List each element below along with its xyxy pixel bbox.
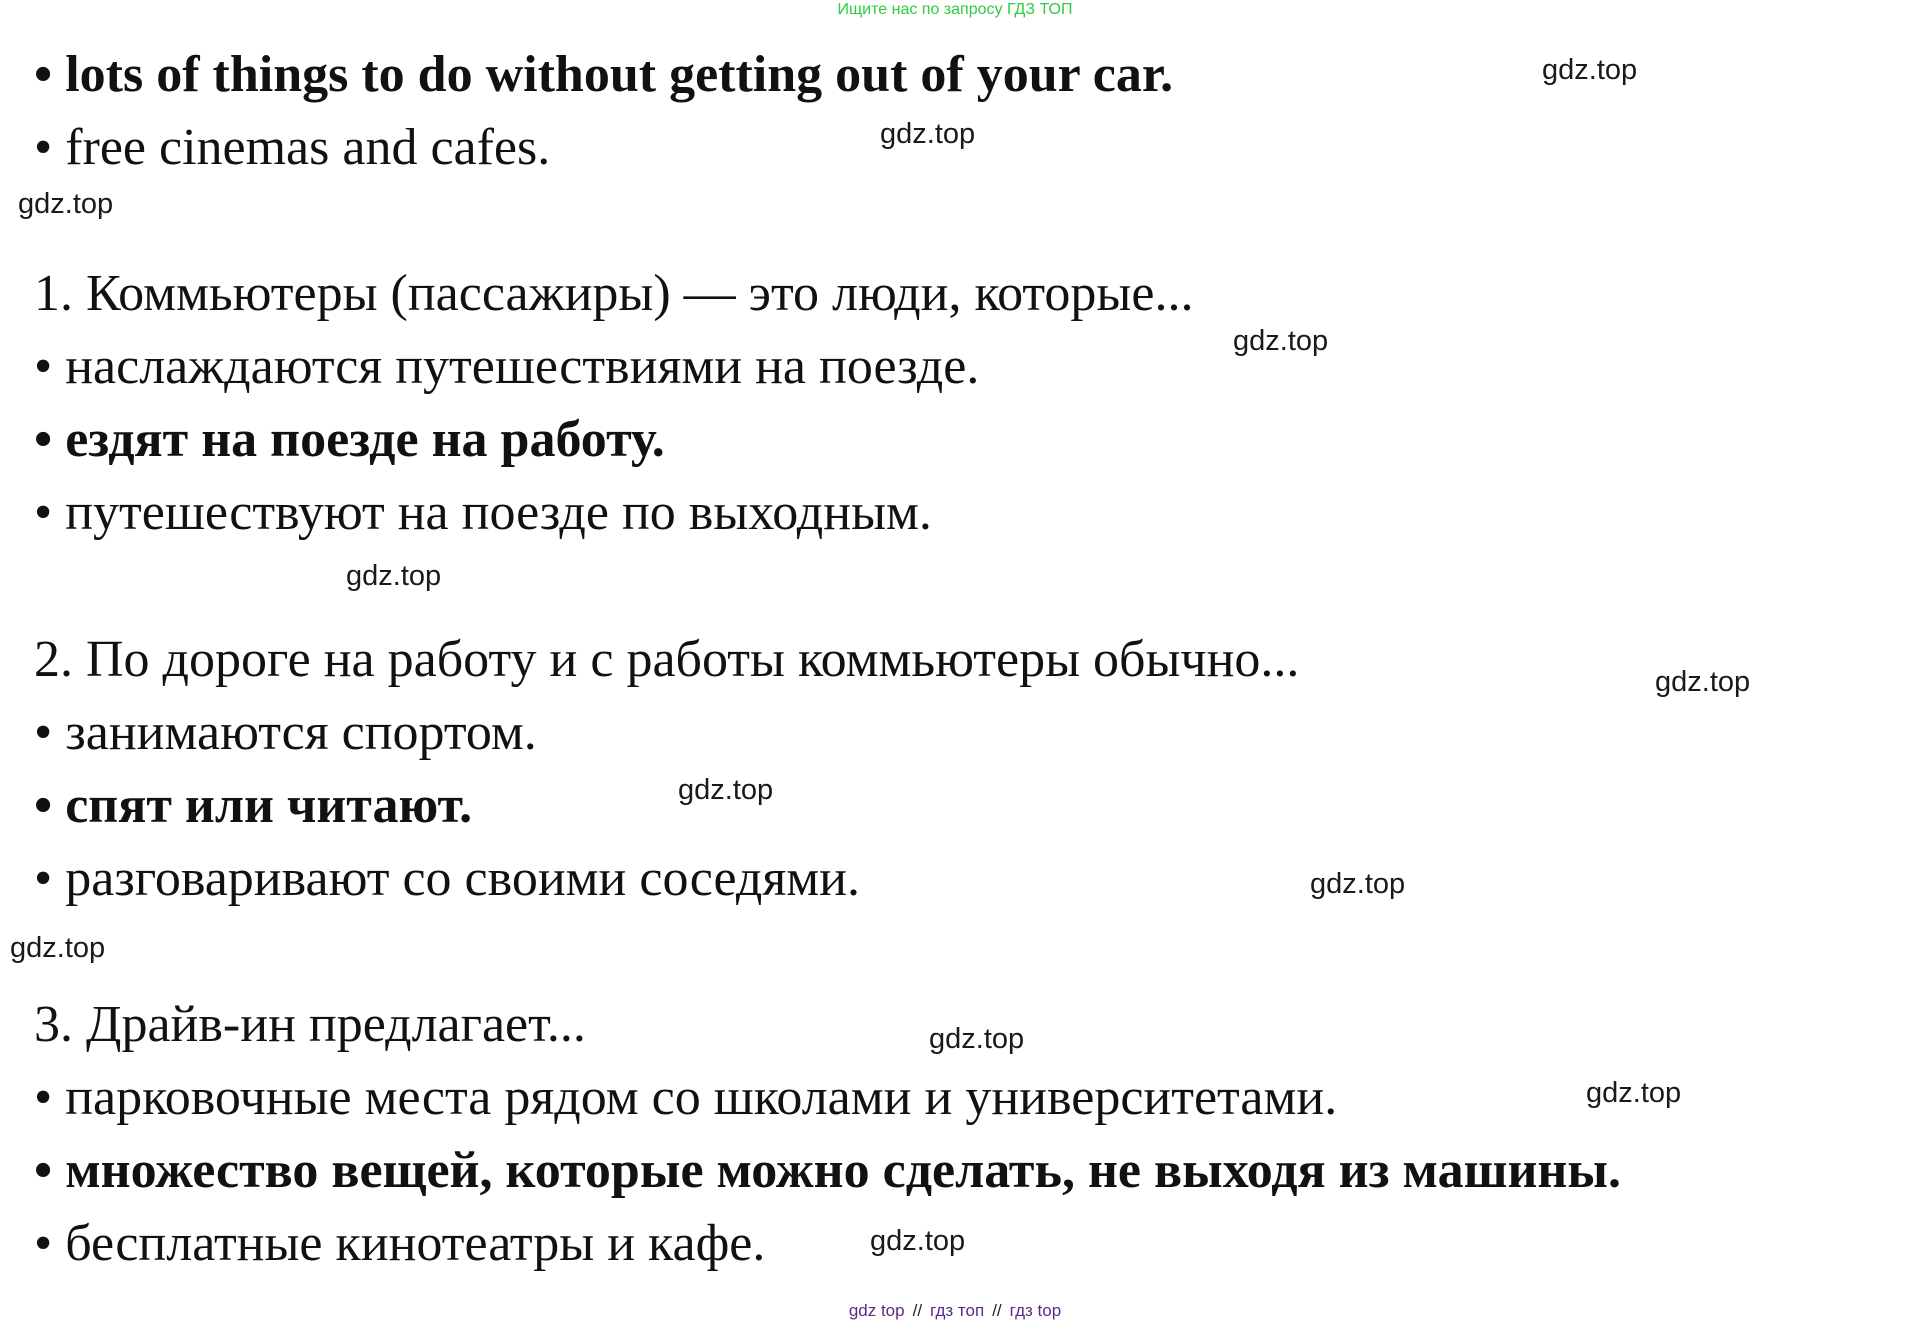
footer-link-gdz-top[interactable]: gdz top (848, 1301, 905, 1320)
top-banner: Ищите нас по запросу ГДЗ ТОП (837, 1, 1073, 18)
footer-link-gdz-top-ru[interactable]: гдз топ (930, 1301, 985, 1320)
question-3: 3. Драйв-ин предлагает... (34, 996, 586, 1053)
answer-3b: • множество вещей, которые можно сделать, не выходя из машины. (34, 1142, 1621, 1199)
option-1a: • наслаждаются путешествиями на поезде. (34, 338, 980, 395)
watermark: gdz.top (1655, 666, 1751, 698)
watermark: gdz.top (929, 1023, 1025, 1055)
watermark: gdz.top (678, 774, 774, 806)
question-1: 1. Коммьютеры (пассажиры) — это люди, которые... (34, 265, 1194, 322)
watermark: gdz.top (880, 118, 976, 150)
watermark: gdz.top (1542, 54, 1638, 86)
answer-1b: • ездят на поезде на работу. (34, 411, 665, 468)
watermark: gdz.top (18, 188, 114, 220)
footer-link-gdz-top-mixed[interactable]: гдз top (1009, 1301, 1062, 1320)
watermark: gdz.top (870, 1225, 966, 1257)
question-2: 2. По дороге на работу и с работы коммьютеры обычно... (34, 631, 1300, 688)
footer-separator: // (912, 1301, 923, 1320)
option-3c: • бесплатные кинотеатры и кафе. (34, 1215, 766, 1272)
footer-links (0, 1301, 1910, 1321)
answer-2b: • спят или читают. (34, 777, 473, 834)
option-2c: • разговаривают со своими соседями. (34, 850, 860, 907)
option-3a: • парковочные места рядом со школами и университетами. (34, 1069, 1338, 1126)
watermark: gdz.top (1233, 325, 1329, 357)
option-2a: • занимаются спортом. (34, 704, 537, 761)
watermark: gdz.top (1310, 868, 1406, 900)
watermark: gdz.top (346, 560, 442, 592)
option-line-en-2: • free cinemas and cafes. (34, 119, 551, 176)
answer-line-en-1: • lots of things to do without getting out of your car. (34, 46, 1174, 103)
option-1c: • путешествуют на поезде по выходным. (34, 484, 932, 541)
footer-separator: // (992, 1301, 1002, 1320)
watermark: gdz.top (1586, 1077, 1682, 1109)
watermark: gdz.top (10, 932, 106, 964)
